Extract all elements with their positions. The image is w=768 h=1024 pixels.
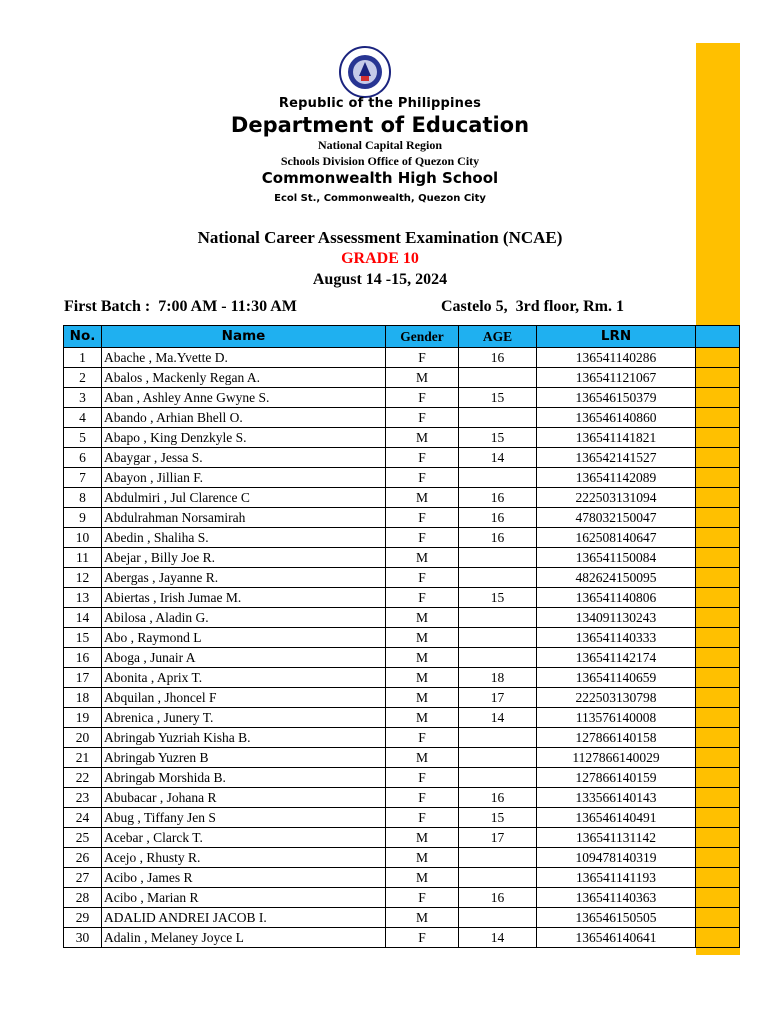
student-age: 18 bbox=[459, 668, 537, 688]
blank-cell bbox=[696, 908, 740, 928]
student-age bbox=[459, 568, 537, 588]
row-number: 17 bbox=[64, 668, 102, 688]
student-age bbox=[459, 368, 537, 388]
student-lrn: 136541140363 bbox=[537, 888, 696, 908]
blank-cell bbox=[696, 728, 740, 748]
student-age bbox=[459, 848, 537, 868]
table-row bbox=[64, 408, 740, 428]
student-name: Abdulrahman Norsamirah bbox=[102, 508, 386, 528]
row-number: 30 bbox=[64, 928, 102, 948]
header-address: Ecol St., Commonwealth, Quezon City bbox=[274, 193, 486, 204]
student-lrn: 136542141527 bbox=[537, 448, 696, 468]
blank-cell bbox=[696, 888, 740, 908]
header-school: Commonwealth High School bbox=[261, 169, 499, 187]
student-name: Abalos , Mackenly Regan A. bbox=[102, 368, 386, 388]
blank-cell bbox=[696, 748, 740, 768]
student-lrn: 113576140008 bbox=[537, 708, 696, 728]
column-header-lrn: LRN bbox=[537, 326, 696, 348]
student-gender: F bbox=[386, 468, 459, 488]
student-name: Acibo , James R bbox=[102, 868, 386, 888]
student-lrn: 478032150047 bbox=[537, 508, 696, 528]
student-lrn: 1127866140029 bbox=[537, 748, 696, 768]
student-gender: F bbox=[386, 348, 459, 368]
student-gender: M bbox=[386, 828, 459, 848]
student-name: Abejar , Billy Joe R. bbox=[102, 548, 386, 568]
student-lrn: 222503130798 bbox=[537, 688, 696, 708]
table-row bbox=[64, 708, 740, 728]
header-region: National Capital Region bbox=[317, 138, 442, 152]
student-age: 16 bbox=[459, 488, 537, 508]
student-age: 14 bbox=[459, 928, 537, 948]
student-age bbox=[459, 768, 537, 788]
table-row bbox=[64, 688, 740, 708]
student-gender: F bbox=[386, 448, 459, 468]
student-name: Abquilan , Jhoncel F bbox=[102, 688, 386, 708]
student-lrn: 134091130243 bbox=[537, 608, 696, 628]
table-row bbox=[64, 428, 740, 448]
student-gender: M bbox=[386, 748, 459, 768]
exam-title: National Career Assessment Examination (NCAE) bbox=[197, 228, 563, 247]
student-name: Aban , Ashley Anne Gwyne S. bbox=[102, 388, 386, 408]
header-republic: Republic of the Philippines bbox=[278, 96, 482, 111]
student-name: Abergas , Jayanne R. bbox=[102, 568, 386, 588]
student-gender: F bbox=[386, 528, 459, 548]
row-number: 18 bbox=[64, 688, 102, 708]
row-number: 20 bbox=[64, 728, 102, 748]
table-row bbox=[64, 868, 740, 888]
student-name: Acejo , Rhusty R. bbox=[102, 848, 386, 868]
student-name: Abaygar , Jessa S. bbox=[102, 448, 386, 468]
table-row bbox=[64, 548, 740, 568]
student-gender: M bbox=[386, 488, 459, 508]
student-gender: M bbox=[386, 908, 459, 928]
blank-cell bbox=[696, 488, 740, 508]
table-row bbox=[64, 808, 740, 828]
student-gender: M bbox=[386, 628, 459, 648]
blank-cell bbox=[696, 688, 740, 708]
student-age: 16 bbox=[459, 348, 537, 368]
blank-cell bbox=[696, 608, 740, 628]
table-row bbox=[64, 728, 740, 748]
student-lrn: 136541141193 bbox=[537, 868, 696, 888]
row-number: 26 bbox=[64, 848, 102, 868]
student-lrn: 136541140286 bbox=[537, 348, 696, 368]
student-lrn: 136541140333 bbox=[537, 628, 696, 648]
table-row bbox=[64, 628, 740, 648]
table-row bbox=[64, 608, 740, 628]
table-row bbox=[64, 908, 740, 928]
student-lrn: 136541142174 bbox=[537, 648, 696, 668]
student-age bbox=[459, 648, 537, 668]
student-gender: M bbox=[386, 848, 459, 868]
student-lrn: 136541131142 bbox=[537, 828, 696, 848]
student-roster-table bbox=[63, 325, 740, 948]
student-gender: M bbox=[386, 868, 459, 888]
student-age bbox=[459, 868, 537, 888]
row-number: 24 bbox=[64, 808, 102, 828]
student-lrn: 109478140319 bbox=[537, 848, 696, 868]
row-number: 13 bbox=[64, 588, 102, 608]
blank-cell bbox=[696, 368, 740, 388]
student-name: Abayon , Jillian F. bbox=[102, 468, 386, 488]
student-lrn: 127866140158 bbox=[537, 728, 696, 748]
student-age bbox=[459, 728, 537, 748]
student-name: Abedin , Shaliha S. bbox=[102, 528, 386, 548]
row-number: 27 bbox=[64, 868, 102, 888]
blank-cell bbox=[696, 548, 740, 568]
row-number: 8 bbox=[64, 488, 102, 508]
student-lrn: 162508140647 bbox=[537, 528, 696, 548]
table-row bbox=[64, 388, 740, 408]
roster-body bbox=[64, 348, 740, 948]
student-lrn: 222503131094 bbox=[537, 488, 696, 508]
blank-cell bbox=[696, 448, 740, 468]
student-name: Abdulmiri , Jul Clarence C bbox=[102, 488, 386, 508]
student-age bbox=[459, 628, 537, 648]
row-number: 15 bbox=[64, 628, 102, 648]
table-row bbox=[64, 748, 740, 768]
row-number: 11 bbox=[64, 548, 102, 568]
student-lrn: 136541141821 bbox=[537, 428, 696, 448]
student-lrn: 136541140806 bbox=[537, 588, 696, 608]
student-name: Abringab Yuzriah Kisha B. bbox=[102, 728, 386, 748]
student-lrn: 136541142089 bbox=[537, 468, 696, 488]
student-age: 16 bbox=[459, 508, 537, 528]
student-name: Abonita , Aprix T. bbox=[102, 668, 386, 688]
student-lrn: 136546140491 bbox=[537, 808, 696, 828]
room-location: Castelo 5, 3rd floor, Rm. 1 bbox=[441, 298, 624, 315]
blank-cell bbox=[696, 588, 740, 608]
row-number: 14 bbox=[64, 608, 102, 628]
student-age bbox=[459, 908, 537, 928]
row-number: 4 bbox=[64, 408, 102, 428]
row-number: 1 bbox=[64, 348, 102, 368]
student-age: 17 bbox=[459, 828, 537, 848]
student-gender: F bbox=[386, 808, 459, 828]
student-age: 15 bbox=[459, 808, 537, 828]
student-name: Abapo , King Denzkyle S. bbox=[102, 428, 386, 448]
student-age: 14 bbox=[459, 708, 537, 728]
blank-cell bbox=[696, 628, 740, 648]
student-gender: F bbox=[386, 928, 459, 948]
student-name: Abringab Morshida B. bbox=[102, 768, 386, 788]
student-lrn: 127866140159 bbox=[537, 768, 696, 788]
student-age: 15 bbox=[459, 388, 537, 408]
batch-schedule: First Batch : 7:00 AM - 11:30 AM bbox=[64, 298, 297, 315]
table-row bbox=[64, 488, 740, 508]
student-name: Abando , Arhian Bhell O. bbox=[102, 408, 386, 428]
row-number: 5 bbox=[64, 428, 102, 448]
student-age: 14 bbox=[459, 448, 537, 468]
header-department: Department of Education bbox=[230, 113, 530, 137]
column-header-no: No. bbox=[64, 326, 102, 348]
blank-cell bbox=[696, 708, 740, 728]
row-number: 6 bbox=[64, 448, 102, 468]
table-row bbox=[64, 828, 740, 848]
deped-seal-icon bbox=[322, 46, 408, 98]
table-row bbox=[64, 788, 740, 808]
student-gender: F bbox=[386, 728, 459, 748]
table-row bbox=[64, 508, 740, 528]
student-age bbox=[459, 748, 537, 768]
student-lrn: 482624150095 bbox=[537, 568, 696, 588]
student-age: 16 bbox=[459, 528, 537, 548]
row-number: 19 bbox=[64, 708, 102, 728]
student-gender: M bbox=[386, 668, 459, 688]
table-row bbox=[64, 348, 740, 368]
student-age: 17 bbox=[459, 688, 537, 708]
student-gender: M bbox=[386, 608, 459, 628]
column-header-blank bbox=[696, 326, 740, 348]
row-number: 21 bbox=[64, 748, 102, 768]
table-row bbox=[64, 528, 740, 548]
student-gender: M bbox=[386, 368, 459, 388]
blank-cell bbox=[696, 388, 740, 408]
blank-cell bbox=[696, 668, 740, 688]
blank-cell bbox=[696, 528, 740, 548]
student-name: Acibo , Marian R bbox=[102, 888, 386, 908]
row-number: 25 bbox=[64, 828, 102, 848]
student-name: Abo , Raymond L bbox=[102, 628, 386, 648]
student-age bbox=[459, 408, 537, 428]
student-gender: M bbox=[386, 648, 459, 668]
student-lrn: 136546140860 bbox=[537, 408, 696, 428]
row-number: 29 bbox=[64, 908, 102, 928]
student-name: Abug , Tiffany Jen S bbox=[102, 808, 386, 828]
row-number: 28 bbox=[64, 888, 102, 908]
student-name: Acebar , Clarck T. bbox=[102, 828, 386, 848]
table-row bbox=[64, 368, 740, 388]
row-number: 16 bbox=[64, 648, 102, 668]
row-number: 22 bbox=[64, 768, 102, 788]
column-header-gender: Gender bbox=[386, 326, 459, 348]
student-age: 15 bbox=[459, 588, 537, 608]
student-gender: M bbox=[386, 688, 459, 708]
table-row bbox=[64, 888, 740, 908]
column-header-name: Name bbox=[102, 326, 386, 348]
blank-cell bbox=[696, 808, 740, 828]
blank-cell bbox=[696, 848, 740, 868]
table-row bbox=[64, 568, 740, 588]
student-gender: M bbox=[386, 428, 459, 448]
student-gender: F bbox=[386, 388, 459, 408]
row-number: 10 bbox=[64, 528, 102, 548]
student-name: Abringab Yuzren B bbox=[102, 748, 386, 768]
blank-cell bbox=[696, 868, 740, 888]
student-lrn: 133566140143 bbox=[537, 788, 696, 808]
student-gender: F bbox=[386, 408, 459, 428]
blank-cell bbox=[696, 428, 740, 448]
row-number: 3 bbox=[64, 388, 102, 408]
blank-cell bbox=[696, 768, 740, 788]
table-row bbox=[64, 768, 740, 788]
column-header-age: AGE bbox=[459, 326, 537, 348]
row-number: 23 bbox=[64, 788, 102, 808]
exam-grade: GRADE 10 bbox=[341, 250, 419, 267]
student-name: Aboga , Junair A bbox=[102, 648, 386, 668]
exam-dates: August 14 -15, 2024 bbox=[312, 271, 448, 288]
header-division: Schools Division Office of Quezon City bbox=[280, 154, 480, 168]
blank-cell bbox=[696, 468, 740, 488]
table-row bbox=[64, 848, 740, 868]
blank-cell bbox=[696, 928, 740, 948]
student-lrn: 136546150505 bbox=[537, 908, 696, 928]
table-row bbox=[64, 468, 740, 488]
blank-cell bbox=[696, 508, 740, 528]
student-age bbox=[459, 468, 537, 488]
student-age: 15 bbox=[459, 428, 537, 448]
table-header-row bbox=[64, 326, 740, 348]
student-gender: F bbox=[386, 788, 459, 808]
blank-cell bbox=[696, 568, 740, 588]
table-row bbox=[64, 648, 740, 668]
student-gender: F bbox=[386, 768, 459, 788]
student-lrn: 136546150379 bbox=[537, 388, 696, 408]
student-gender: F bbox=[386, 568, 459, 588]
student-gender: M bbox=[386, 708, 459, 728]
student-age: 16 bbox=[459, 888, 537, 908]
student-lrn: 136546140641 bbox=[537, 928, 696, 948]
table-row bbox=[64, 928, 740, 948]
student-name: ADALID ANDREI JACOB I. bbox=[102, 908, 386, 928]
student-name: Abrenica , Junery T. bbox=[102, 708, 386, 728]
student-name: Abubacar , Johana R bbox=[102, 788, 386, 808]
row-number: 7 bbox=[64, 468, 102, 488]
table-row bbox=[64, 448, 740, 468]
student-lrn: 136541121067 bbox=[537, 368, 696, 388]
student-gender: F bbox=[386, 508, 459, 528]
student-name: Abiertas , Irish Jumae M. bbox=[102, 588, 386, 608]
student-gender: F bbox=[386, 888, 459, 908]
student-gender: F bbox=[386, 588, 459, 608]
row-number: 2 bbox=[64, 368, 102, 388]
blank-cell bbox=[696, 408, 740, 428]
blank-cell bbox=[696, 788, 740, 808]
student-lrn: 136541140659 bbox=[537, 668, 696, 688]
blank-cell bbox=[696, 648, 740, 668]
table-row bbox=[64, 588, 740, 608]
blank-cell bbox=[696, 348, 740, 368]
blank-cell bbox=[696, 828, 740, 848]
student-age: 16 bbox=[459, 788, 537, 808]
row-number: 12 bbox=[64, 568, 102, 588]
student-lrn: 136541150084 bbox=[537, 548, 696, 568]
student-age bbox=[459, 548, 537, 568]
row-number: 9 bbox=[64, 508, 102, 528]
table-row bbox=[64, 668, 740, 688]
student-gender: M bbox=[386, 548, 459, 568]
student-name: Abilosa , Aladin G. bbox=[102, 608, 386, 628]
student-name: Abache , Ma.Yvette D. bbox=[102, 348, 386, 368]
student-name: Adalin , Melaney Joyce L bbox=[102, 928, 386, 948]
student-age bbox=[459, 608, 537, 628]
